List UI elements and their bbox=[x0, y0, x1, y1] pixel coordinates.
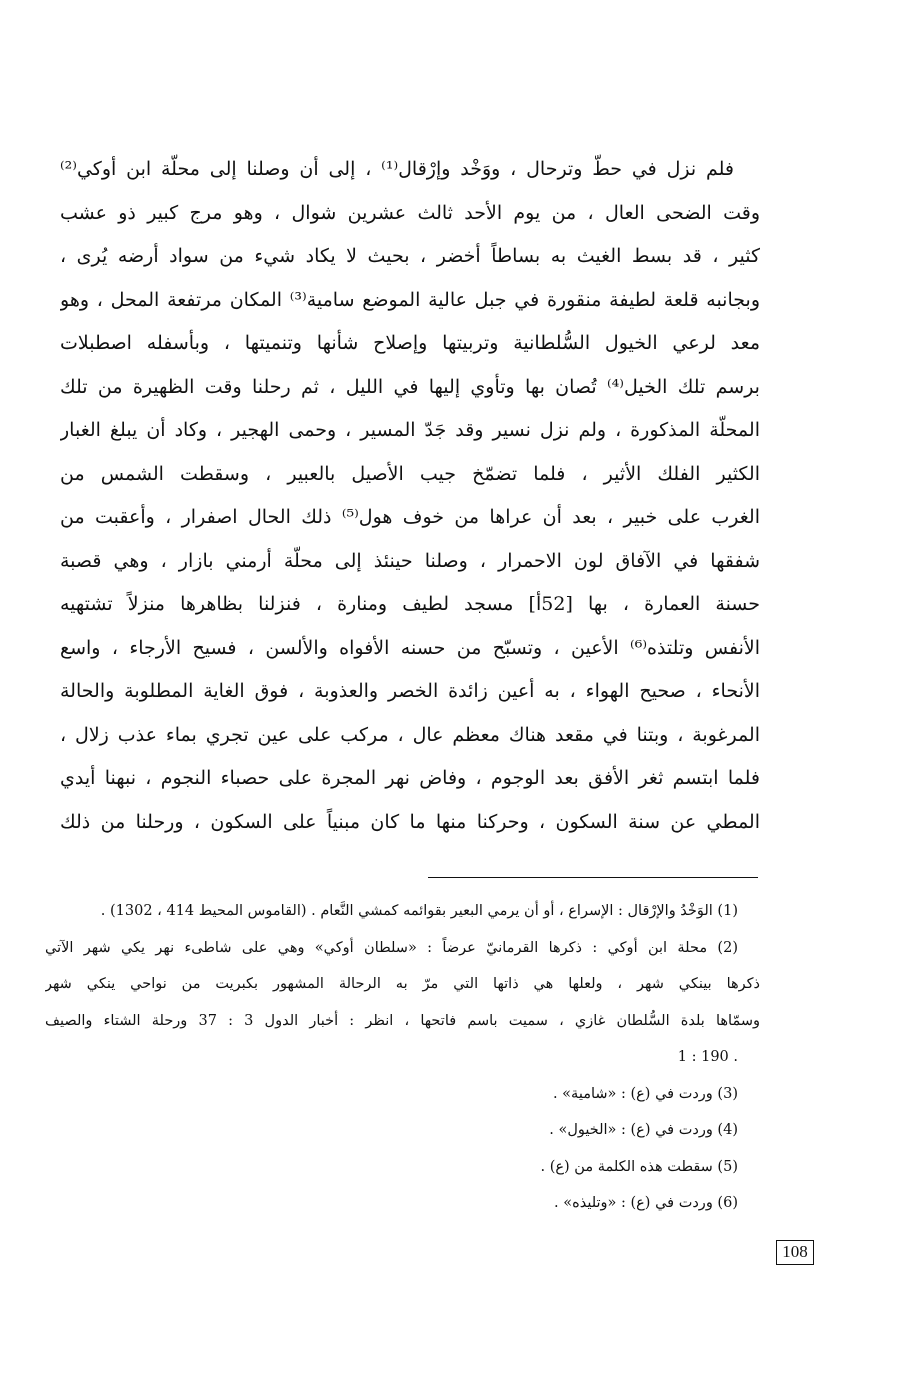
main-text-line: الكثير الفلك الأثير ، فلما تضمّخ جيب الأصيل بالعبير ، وسقطت الشمس من bbox=[60, 462, 760, 485]
main-text-line: المحلّة المذكورة ، ولم نزل نسير وقد جَدّ المسير ، وحمى الهجير ، وكاد أن يبلغ الغبار bbox=[60, 419, 760, 441]
main-text-line: برسم تلك الخيل⁽⁴⁾ تُصان بها وتأوي إليها في الليل ، ثم رحلنا وقت الظهيرة من تلك bbox=[60, 375, 760, 398]
footnote-line: (5) سقطت هذه الكلمة من (ع) . bbox=[540, 1158, 738, 1175]
main-text-line: الأنحاء ، صحيح الهواء ، به أعين زائدة الخصر والعذوبة ، فوق الغاية المطلوبة والحالة bbox=[60, 680, 760, 702]
main-text-line: فلما ابتسم ثغر الأفق بعد الوجوم ، وفاض نهر المجرة على حصباء النجوم ، نبهنا أيدي bbox=[60, 767, 760, 789]
main-text-line: الأنفس وتلتذه⁽⁶⁾ الأعين ، وتسبّح من حسنه الأفواه والألسن ، فسيح الأرجاء ، واسع bbox=[60, 636, 760, 659]
main-text-line: الغرب على خبير ، بعد أن عراها من خوف هول⁽⁵⁾ ذلك الحال اصفرار ، وأعقبت من bbox=[60, 506, 760, 528]
main-text-block bbox=[60, 148, 760, 844]
footnote-line: (3) وردت في (ع) : «شامية» . bbox=[552, 1085, 738, 1102]
main-text-line: وقت الضحى العال ، من يوم الأحد ثالث عشرين شوال ، وهو مرج كبير ذو عشب bbox=[60, 201, 760, 224]
footnote-line: وسمّاها بلدة السُّلطان غازي ، سميت باسم فاتحها ، انظر : أخبار الدول 3 : 37 ورحلة الشتاء والصيف bbox=[45, 1012, 760, 1029]
footnote-line: (1) الوَخْدُ والإرْقال : الإسراع ، أو أن يرمي البعير بقوائمه كمشي النَّعام . (القاموس المحيط 414 ، 1302) . bbox=[100, 903, 738, 919]
main-text-line: شفقها في الآفاق لون الاحمرار ، وصلنا حينئذ إلى محلّة أرمني بازار ، وهي قصبة bbox=[60, 549, 760, 572]
main-text-line: معد لرعي الخيول السُّلطانية وتربيتها وإصلاح شأنها وتنميتها ، وبأسفله اصطبلات bbox=[60, 332, 760, 354]
main-text-line: حسنة العمارة ، بها [52أ] مسجد لطيف ومنارة ، فنزلنا بظاهرها منزلاً تشتهيه bbox=[60, 593, 760, 615]
footnotes-block bbox=[45, 893, 760, 1222]
main-text-line: وبجانبه قلعة لطيفة منقورة في جبل عالية الموضع سامية⁽³⁾ المكان مرتفعة المحل ، وهو bbox=[60, 288, 760, 311]
footnote-line: (2) محلة ابن أوكي : ذكرها القرمانيّ عرضاً : «سلطان أوكي» وهي على شاطىء نهر يكي شهر الآتي bbox=[45, 939, 738, 956]
footnote-line: . 190 : 1 bbox=[677, 1049, 738, 1065]
main-text-line: المطي عن سنة السكون ، وحركنا منها ما كان مبنياً على السكون ، ورحلنا من ذلك bbox=[60, 810, 760, 833]
footnote-separator bbox=[428, 877, 758, 878]
footnote-line: (6) وردت في (ع) : «وتليذه» . bbox=[554, 1195, 738, 1211]
footnote-line: ذكرها بينكي شهر ، ولعلها هي ذاتها التي مرّ به الرحالة المشهور بكبريت من نواحي ينكي شهر bbox=[45, 976, 760, 992]
page-number: 108 bbox=[776, 1240, 814, 1265]
main-text-line: المرغوبة ، وبتنا في مقعد هناك معظم عال ، مركب على عين تجري بماء عذب زلال ، bbox=[60, 723, 760, 746]
main-text-line: كثير ، قد بسط الغيث به بساطاً أخضر ، بحيث لا يكاد شيء من سواد أرضه يُرى ، bbox=[60, 245, 760, 267]
footnote-line: (4) وردت في (ع) : «الخيول» . bbox=[549, 1122, 738, 1138]
main-text-line: فلم نزل في حطّ وترحال ، ووَخْد وإرْقال⁽¹⁾ ، إلى أن وصلنا إلى محلّة ابن أوكي⁽²⁾ bbox=[60, 158, 734, 180]
